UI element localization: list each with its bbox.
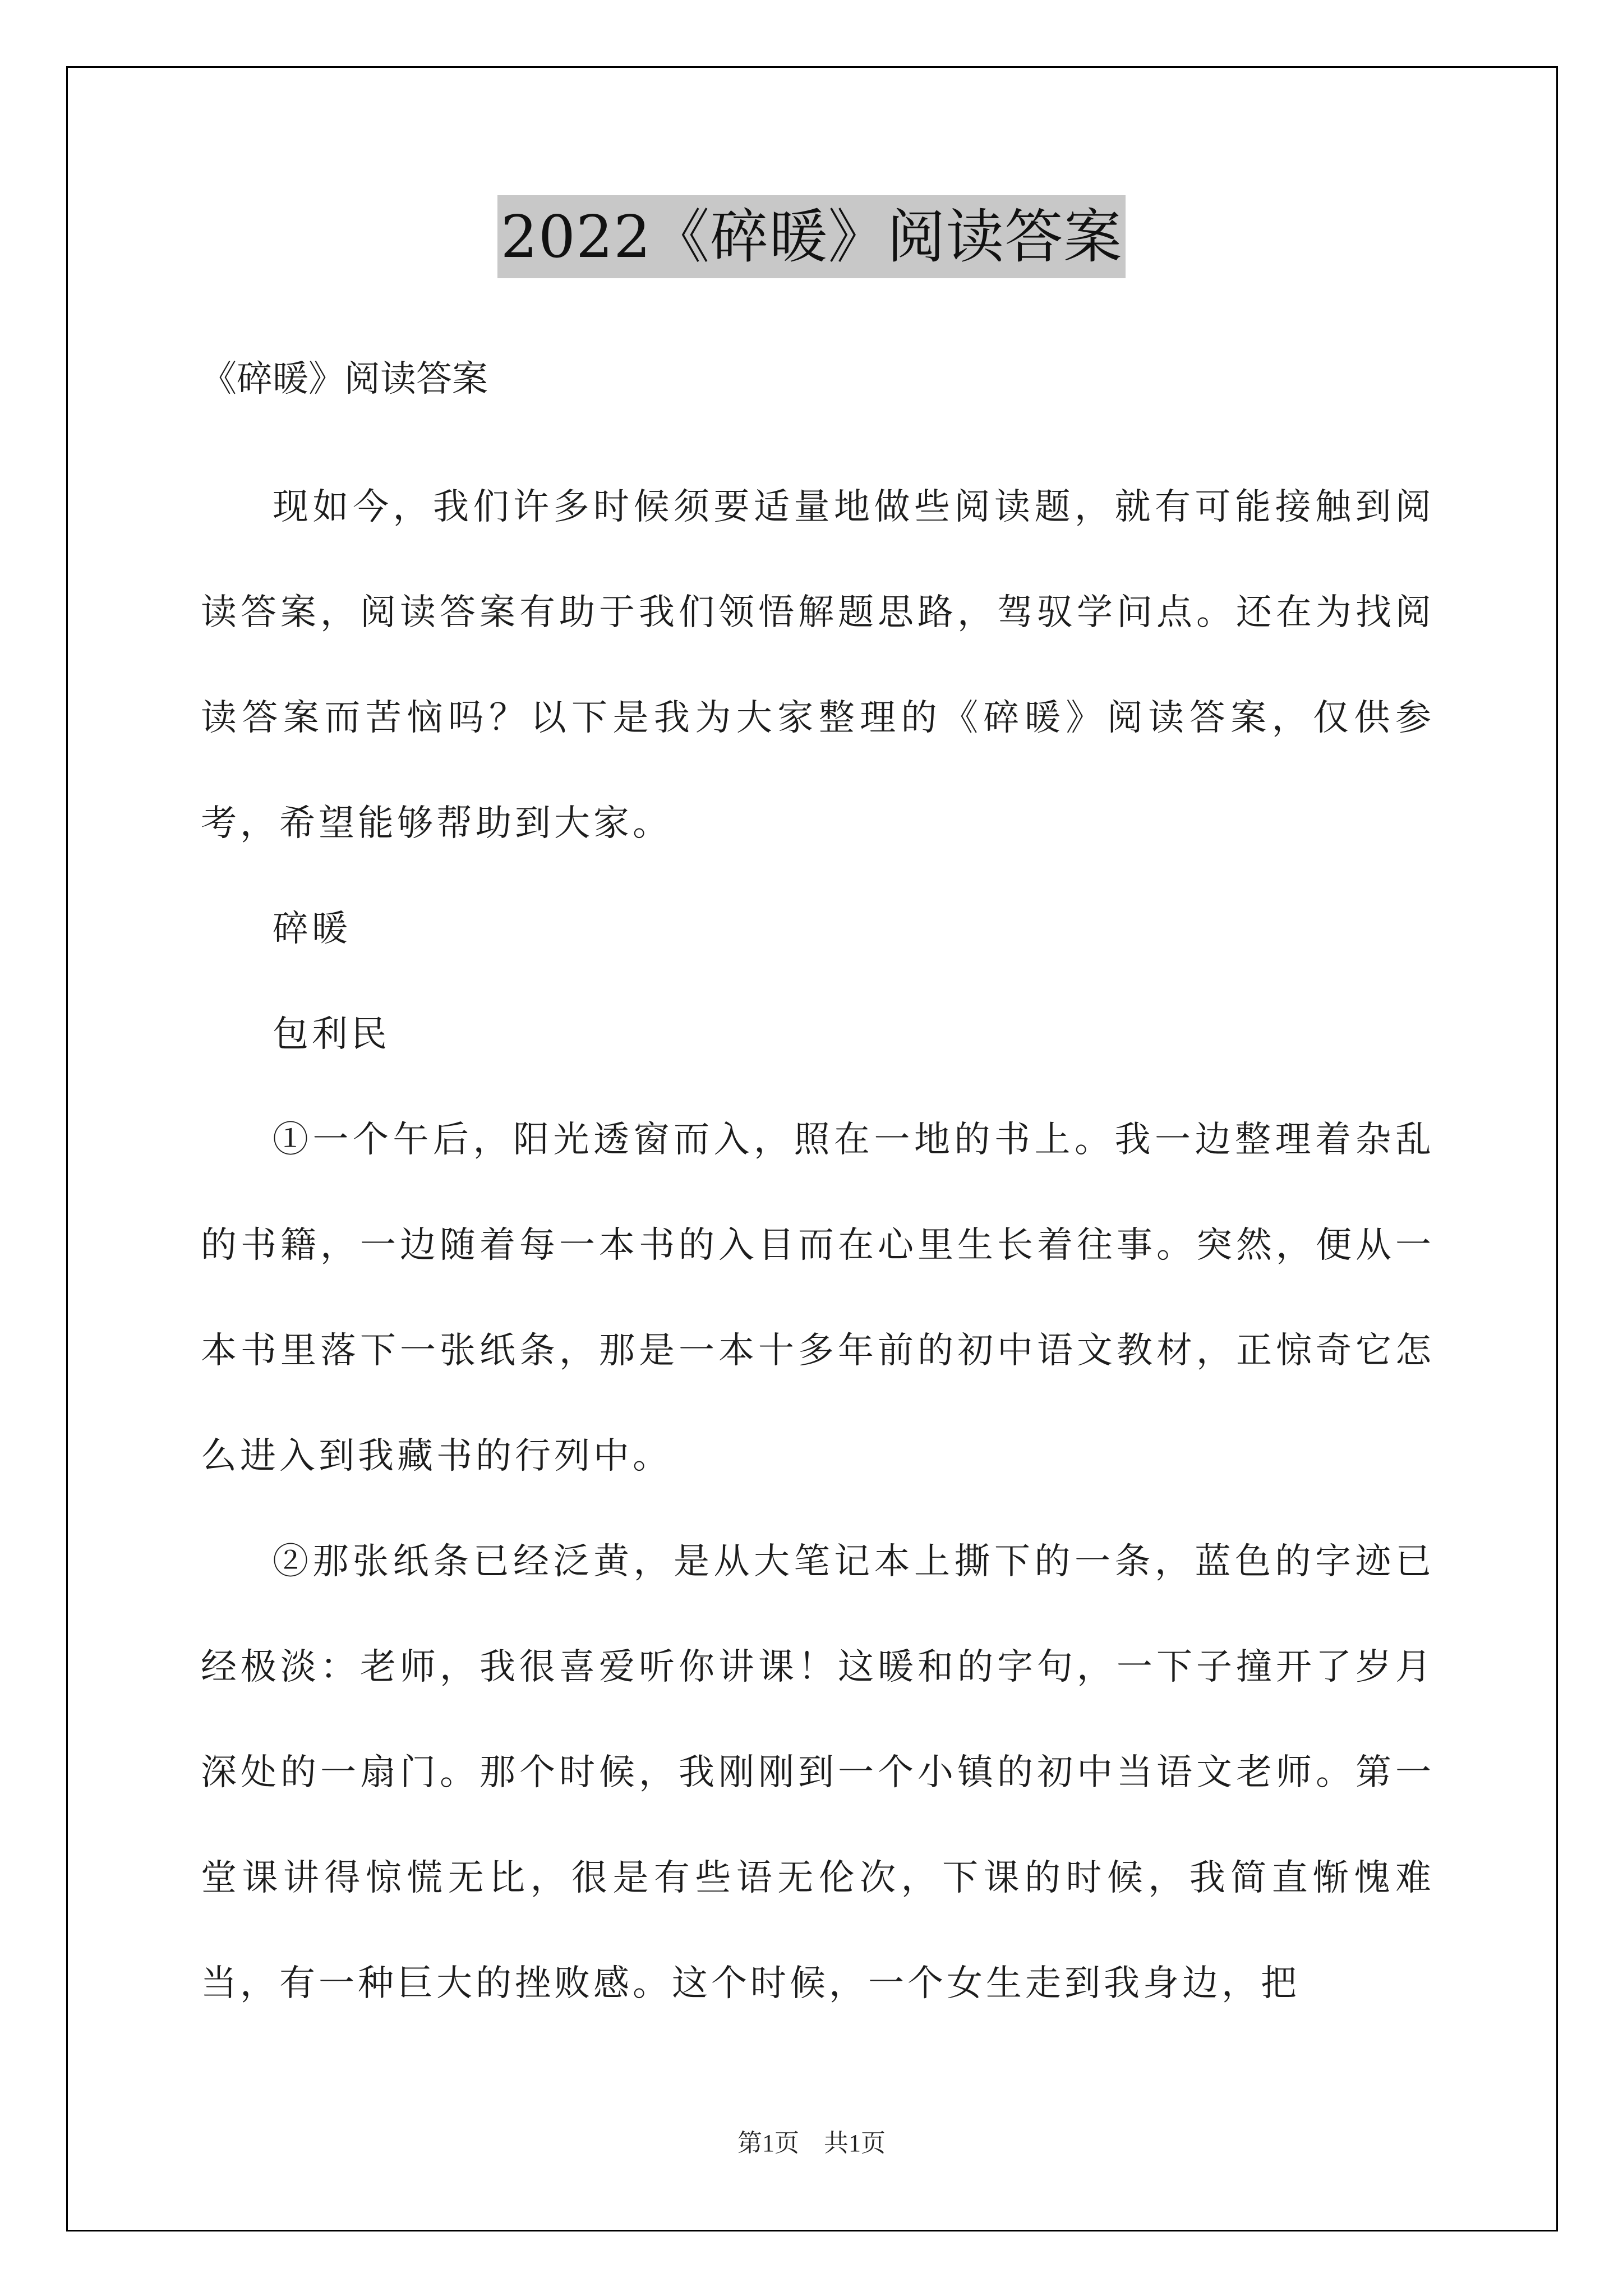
article-author: 包利民 <box>273 1014 390 1055</box>
document-subtitle: 《碎暖》阅读答案 <box>201 358 488 400</box>
page-footer <box>0 2123 1623 2159</box>
page-number-current: 第1页 <box>737 2129 799 2157</box>
title-container <box>0 195 1623 278</box>
document-title: 2022《碎暖》阅读答案 <box>497 195 1126 278</box>
intro-paragraph: 现如今，我们许多时候须要适量地做些阅读题，就有可能接触到阅读答案，阅读答案有助于我们领悟解题思路，驾驭学问点。还在为找阅读答案而苦恼吗？以下是我为大家整理的《碎暖》阅读答案，仅供参考，希望能够帮助到大家。 <box>201 486 1435 844</box>
document-body <box>201 454 1435 2036</box>
article-paragraph-1: ①一个午后，阳光透窗而入，照在一地的书上。我一边整理着杂乱的书籍，一边随着每一本书的入目而在心里生长着往事。突然，便从一本书里落下一张纸条，那是一本十多年前的初中语文教材，正惊奇它怎么进入到我藏书的行列中。 <box>201 1119 1435 1477</box>
page-number-total: 共1页 <box>824 2129 886 2157</box>
article-paragraph-2: ②那张纸条已经泛黄，是从大笔记本上撕下的一条，蓝色的字迹已经极淡：老师，我很喜爱听你讲课！这暖和的字句，一下子撞开了岁月深处的一扇门。那个时候，我刚刚到一个小镇的初中当语文老师。第一堂课讲得惊慌无比，很是有些语无伦次，下课的时候，我简直惭愧难当，有一种巨大的挫败感。这个时候，一个女生走到我身边，把 <box>201 1541 1435 2004</box>
article-title: 碎暖 <box>273 908 351 950</box>
